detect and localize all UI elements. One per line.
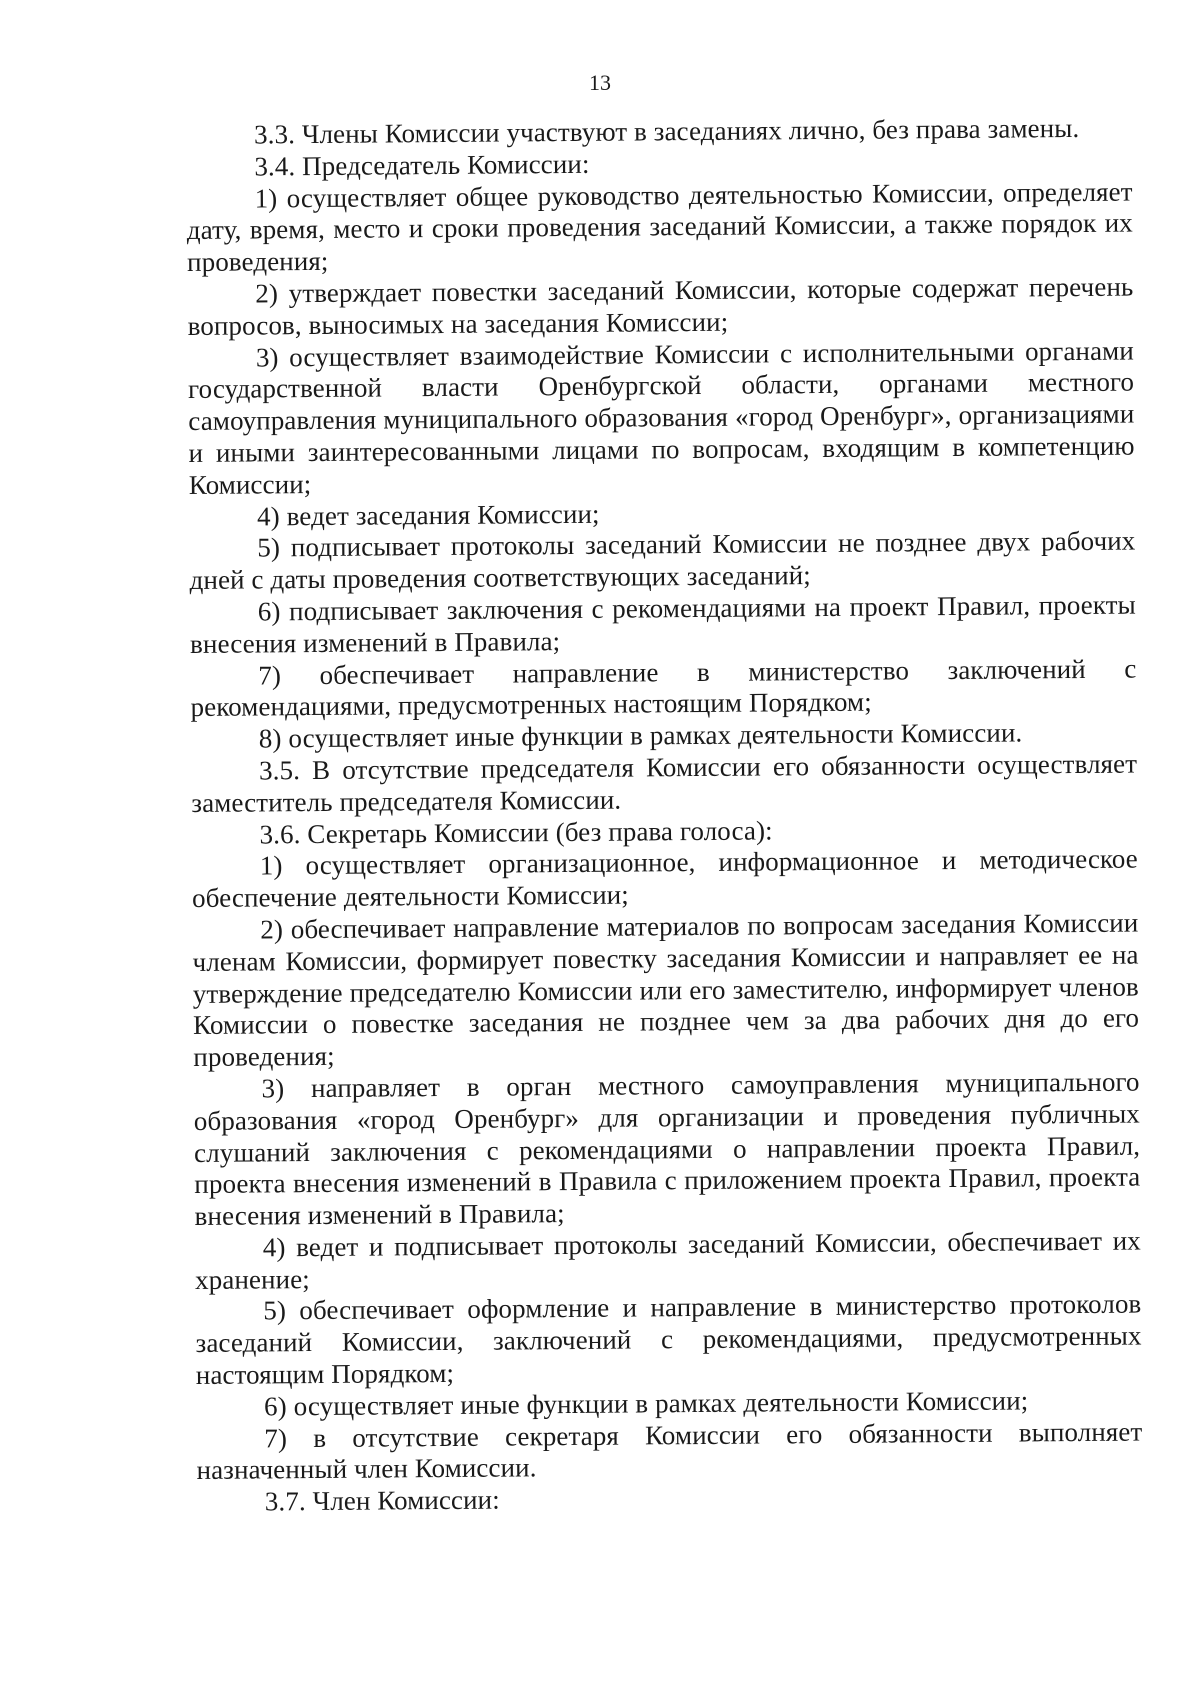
paragraph-3-3: 3.3. Члены Комиссии участвуют в заседаниях лично, без права замены. [253,112,1080,150]
paragraph-3-4-item-8: 8) осуществляет иные функции в рамках деятельности Комиссии. [258,717,1023,754]
paragraph-3-6-item-6: 6) осуществляет иные функции в рамках деятельности Комиссии; [263,1385,1029,1422]
paragraph-3-4-item-7: 7) обеспечивает направление в министерство заключений с рекомендациями, предусмотренных настоящим Порядком; [190,653,1137,723]
paragraph-3-4-item-3: 3) осуществляет взаимодействие Комиссии с исполнительными органами государственной власти Оренбургской области, органами местного самоуправления муниципального образования «город Оренбург», организациями и иными заинтересованными лицами по вопросам, входящим в компетенцию Комиссии; [187,335,1135,500]
paragraph-3-4-item-1: 1) осуществляет общее руководство деятельностью Комиссии, определяет дату, время, место и сроки проведения заседаний Комиссии, а также порядок их проведения; [186,176,1133,278]
paragraph-3-6-item-4: 4) ведет и подписывает протоколы заседаний Комиссии, обеспечивает их хранение; [194,1225,1141,1295]
paragraph-3-7-heading: 3.7. Член Комиссии: [264,1484,500,1517]
paragraph-3-5: 3.5. В отсутствие председателя Комиссии его обязанности осуществляет заместитель председателя Комиссии. [191,748,1138,818]
paragraph-3-6-item-2: 2) обеспечивает направление материалов по вопросам заседания Комиссии членам Комиссии, формирует повестку заседания Комиссии и направляет ее на утверждение председателю Комиссии или его заместителю, информирует членов Комиссии о повестке заседания не позднее чем за два рабочих дня до его проведения; [192,907,1140,1073]
paragraph-3-4-heading: 3.4. Председатель Комиссии: [254,148,590,182]
page-number: 13 [589,70,611,95]
paragraph-3-6-item-3: 3) направляет в орган местного самоуправления муниципального образования «город Оренбург» для организации и проведения публичных слушаний заключения с рекомендациями о направлении проекта Правил, проекта внесения изменений в Правила с приложением проекта Правил, проекта внесения изменений в Правила; [193,1066,1141,1232]
paragraph-3-4-item-6: 6) подписывает заключения с рекомендациями на проект Правил, проекты внесения изменений в Правила; [189,589,1136,659]
paragraph-3-6-item-5: 5) обеспечивает оформление и направление в министерство протоколов заседаний Комиссии, заключений с рекомендациями, предусмотренных настоящим Порядком; [195,1289,1142,1391]
document-body [186,113,1143,1519]
paragraph-3-6-item-1: 1) осуществляет организационное, информационное и методическое обеспечение деятельности Комиссии; [191,843,1138,914]
paragraph-3-4-item-5: 5) подписывает протоколы заседаний Комиссии не позднее двух рабочих дней с даты проведения соответствующих заседаний; [189,525,1136,596]
paragraph-3-6-item-7: 7) в отсутствие секретаря Комиссии его обязанности выполняет назначенный член Комиссии. [196,1416,1143,1486]
paragraph-3-4-item-4: 4) ведет заседания Комиссии; [256,498,600,532]
paragraph-3-4-item-2: 2) утверждает повестки заседаний Комиссии, которые содержат перечень вопросов, выносимых на заседания Комиссии; [187,271,1134,341]
paragraph-3-6-heading: 3.6. Секретарь Комиссии (без права голоса): [259,814,773,849]
